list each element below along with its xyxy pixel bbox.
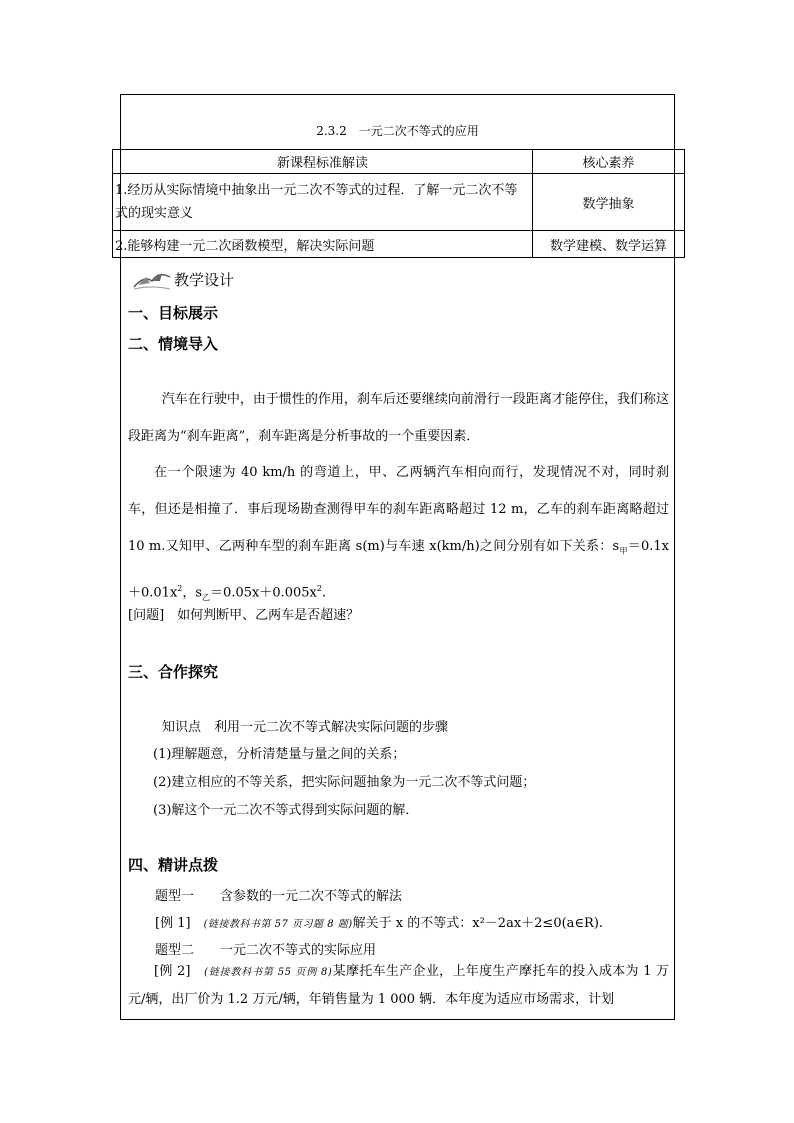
- lesson-title: 2.3.2 一元二次不等式的应用: [316, 124, 479, 138]
- intro-p2-sup1: 2: [177, 583, 183, 593]
- section-heading-3: 三、合作探究: [128, 663, 219, 681]
- knowledge-heading: 知识点 利用一元二次不等式解决实际问题的步骤: [162, 720, 449, 735]
- intro-paragraph-1: 汽车在行驶中，由于惯性的作用，刹车后还要继续向前滑行一段距离才能停住，我们称这段距离为“刹车距离”，刹车距离是分析事故的一个重要因素．: [128, 392, 669, 444]
- example-2: [128, 958, 669, 1013]
- section-heading-4: 四、精讲点拨: [128, 856, 219, 874]
- banner-label: 教学设计: [174, 270, 235, 289]
- type-1-heading: 题型一 含参数的一元二次不等式的解法: [155, 889, 403, 904]
- header-literacy: 核心素养: [533, 150, 685, 174]
- intro-p2-d: ＝0.05x＋0.005x: [210, 584, 317, 600]
- teaching-design-banner: [132, 265, 234, 293]
- example-1-label: [例 1]: [155, 916, 204, 931]
- standard-cell: 1.经历从实际情境中抽象出一元二次不等式的过程．了解一元二次不等式的现实意义: [113, 174, 533, 231]
- section-heading-2: 二、情境导入: [128, 335, 219, 353]
- table-row: [113, 231, 685, 258]
- section-heading-1: 一、目标展示: [128, 304, 219, 322]
- intro-p2-sub2: 乙: [202, 592, 211, 602]
- example-2-ref: (链接教科书第 55 页例 8): [204, 967, 333, 978]
- table-header-row: [113, 150, 685, 174]
- bird-decoration-icon: [132, 267, 172, 291]
- intro-paragraph-2: [128, 454, 669, 616]
- example-1-text: 解关于 x 的不等式：x²－2ax＋2≤0(a∈R).: [352, 916, 604, 931]
- table-row: [113, 174, 685, 231]
- example-2-label: [例 2]: [154, 964, 205, 979]
- intro-p2-c: ，s: [182, 584, 203, 600]
- literacy-cell: 数学抽象: [533, 174, 685, 231]
- knowledge-step-1: (1)理解题意，分析清楚量与量之间的关系；: [153, 747, 406, 762]
- intro-p2-e: .: [321, 584, 327, 600]
- header-standard: 新课程标准解读: [113, 150, 533, 174]
- example-2-text: 某摩托车生产企业，上年度生产摩托车的投入成本为 1 万元/辆，出厂价为 1.2 万元/辆，年销售量为 1 000 辆．本年度为适应市场需求，计划: [128, 964, 669, 1007]
- knowledge-step-2: (2)建立相应的不等关系，把实际问题抽象为一元二次不等式问题；: [153, 775, 536, 790]
- example-1-ref: (链接教科书第 57 页习题 8 题): [203, 919, 353, 930]
- standards-table: [112, 149, 685, 258]
- literacy-cell: 数学建模、数学运算: [533, 231, 685, 258]
- knowledge-step-3: (3)解这个一元二次不等式得到实际问题的解．: [153, 803, 419, 818]
- intro-p2-a: 在一个限速为 40 km/h 的弯道上，甲、乙两辆汽车相向而行，发现情况不对，同时刹车，但还是相撞了．事后现场勘查测得甲车的刹车距离略超过 12 m，乙车的刹车距离略超过 10 m.又知甲、乙两种车型的刹车距离 s(m)与车速 x(km/h)之间分别有如下关系：s: [128, 465, 669, 554]
- example-1: [155, 912, 603, 931]
- intro-question: [问题] 如何判断甲、乙两车是否超速？: [128, 608, 360, 623]
- type-2-heading: 题型二 一元二次不等式的实际应用: [155, 943, 377, 958]
- intro-p2-sub1: 甲: [619, 546, 628, 556]
- intro-p2-b: ＝0.1x＋0.01x: [128, 539, 669, 600]
- intro-p2-sup2: 2: [316, 583, 322, 593]
- standard-cell: 2.能够构建一元二次函数模型，解决实际问题: [113, 231, 533, 258]
